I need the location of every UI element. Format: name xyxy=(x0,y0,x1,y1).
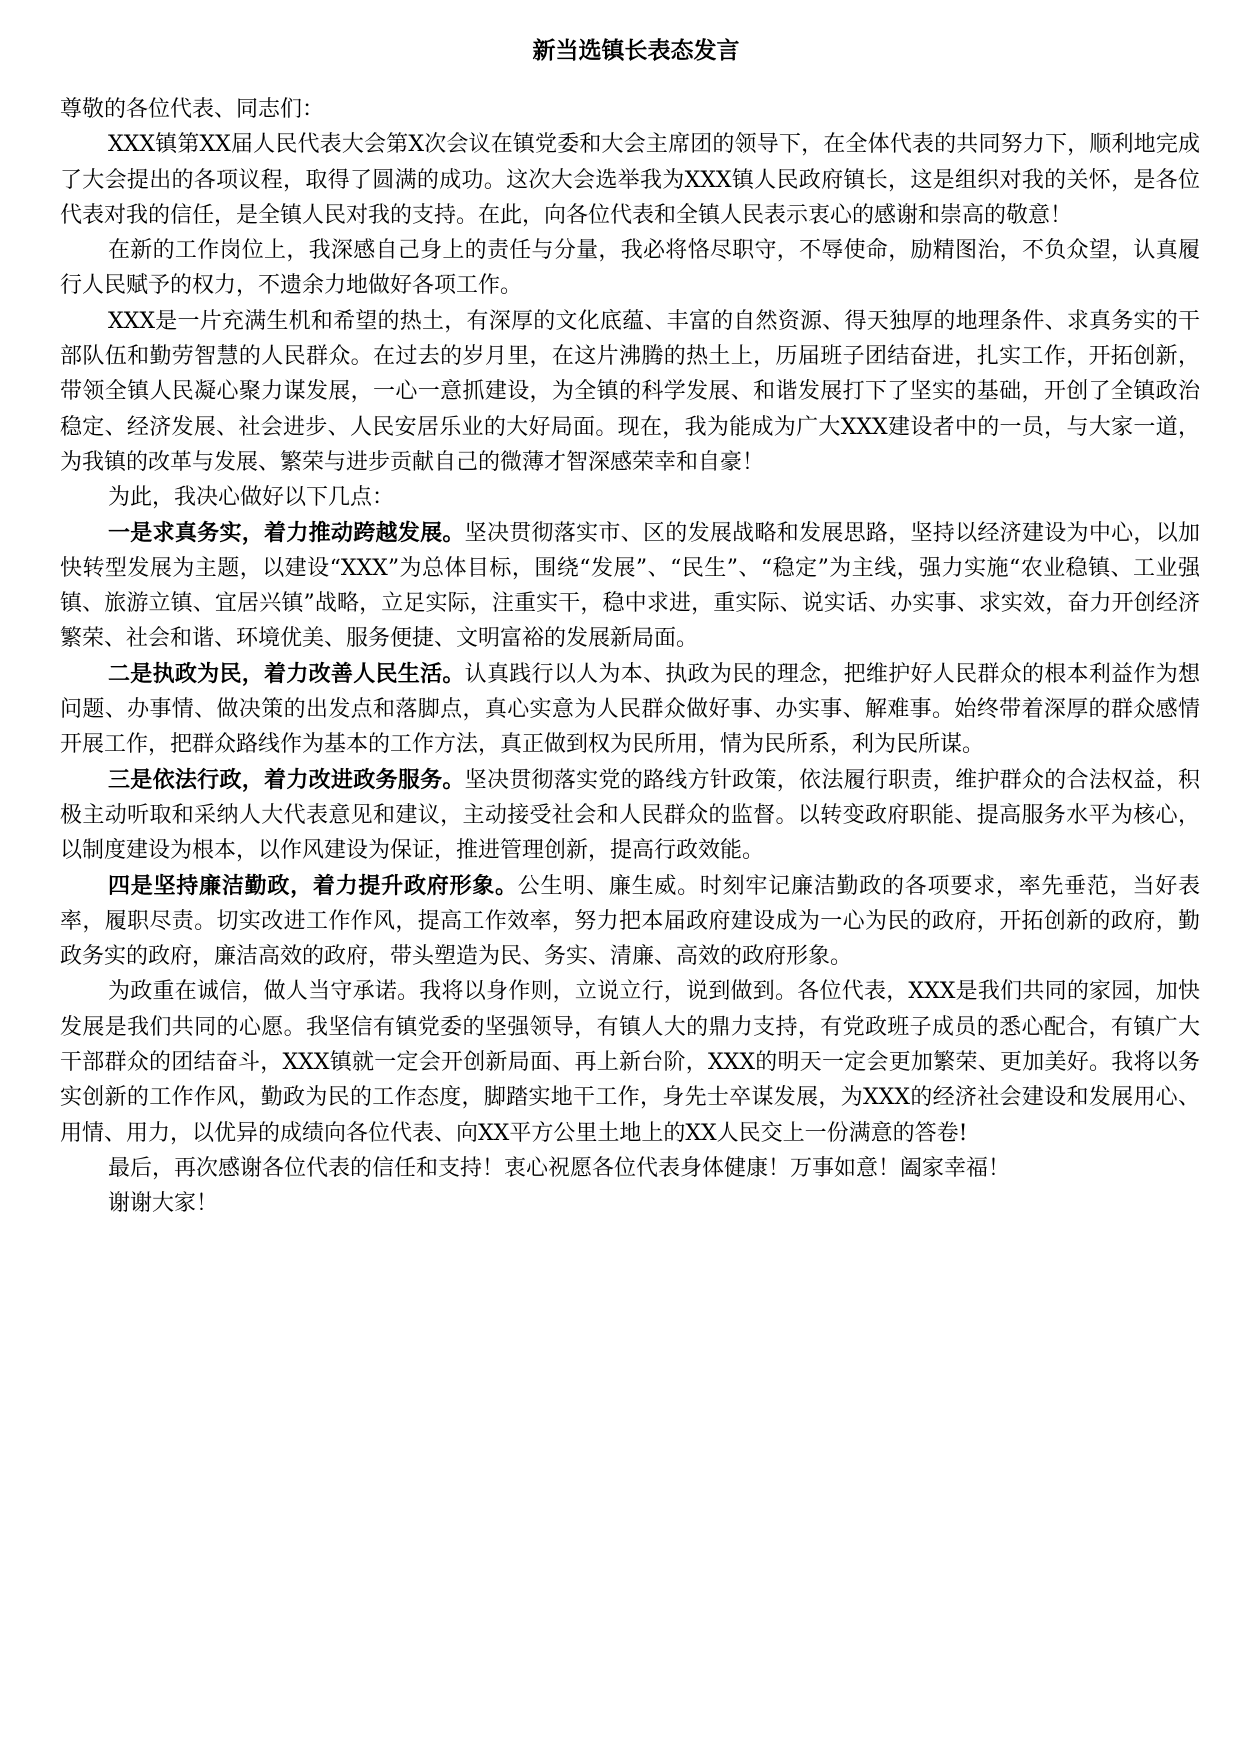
paragraph-lead: 四是坚持廉洁勤政，着力提升政府形象。 xyxy=(108,872,518,899)
document-title: 新当选镇长表态发言 xyxy=(532,37,740,64)
paragraph-text: 谢谢大家！ xyxy=(108,1191,219,1217)
paragraph-2 xyxy=(60,233,1200,304)
salutation: 尊敬的各位代表、同志们： xyxy=(60,97,325,122)
paragraph-10 xyxy=(60,1151,1200,1186)
paragraph-1 xyxy=(60,127,1200,233)
paragraph-lead: 二是执政为民，着力改善人民生活。 xyxy=(108,660,465,687)
paragraph-7 xyxy=(60,763,1200,869)
paragraph-text: XXX镇第XX届人民代表大会第X次会议在镇党委和大会主席团的领导下，在全体代表的共同努力下，顺利地完成了大会提出的各项议程，取得了圆满的成功。这次大会选举我为XXX镇人民政府镇长，这是组织对我的关怀，是各位代表对我的信任，是全镇人民对我的支持。在此，向各位代表和全镇人民表示衷心的感谢和崇高的敬意！ xyxy=(60,132,1200,228)
paragraph-11 xyxy=(60,1186,1200,1221)
document-page xyxy=(60,36,1200,1222)
paragraph-text: 坚决贯彻落实市、区的发展战略和发展思路，坚持以经济建设为中心，以加快转型发展为主题，以建设“XXX”为总体目标，围绕“发展”、“民生”、“稳定”为主线，强力实施“农业稳镇、工业强镇、旅游立镇、宜居兴镇”战略，立足实际，注重实干，稳中求进，重实际、说实话、办实事、求实效，奋力开创经济繁荣、社会和谐、环境优美、服务便捷、文明富裕的发展新局面。 xyxy=(60,520,1200,652)
paragraph-lead: 一是求真务实，着力推动跨越发展。 xyxy=(108,519,465,546)
paragraph-text: 为此，我决心做好以下几点： xyxy=(108,485,395,511)
paragraph-9 xyxy=(60,974,1200,1150)
paragraph-text: 在新的工作岗位上，我深感自己身上的责任与分量，我必将恪尽职守，不辱使命，励精图治，不负众望，认真履行人民赋予的权力，不遗余力地做好各项工作。 xyxy=(60,238,1200,299)
paragraph-text: XXX是一片充满生机和希望的热土，有深厚的文化底蕴、丰富的自然资源、得天独厚的地理条件、求真务实的干部队伍和勤劳智慧的人民群众。在过去的岁月里，在这片沸腾的热土上，历届班子团结奋进，扎实工作，开拓创新，带领全镇人民凝心聚力谋发展，一心一意抓建设，为全镇的科学发展、和谐发展打下了坚实的基础，开创了全镇政治稳定、经济发展、社会进步、人民安居乐业的大好局面。现在，我为能成为广大XXX建设者中的一员，与大家一道，为我镇的改革与发展、繁荣与进步贡献自己的微薄才智深感荣幸和自豪！ xyxy=(60,308,1200,475)
paragraph-text: 公生明、廉生威。时刻牢记廉洁勤政的各项要求，率先垂范，当好表率，履职尽责。切实改进工作作风，提高工作效率，努力把本届政府建设成为一心为民的政府，开拓创新的政府，勤政务实的政府，廉洁高效的政府，带头塑造为民、务实、清廉、高效的政府形象。 xyxy=(60,873,1200,970)
paragraph-text: 坚决贯彻落实党的路线方针政策，依法履行职责，维护群众的合法权益，积极主动听取和采纳人大代表意见和建议，主动接受社会和人民群众的监督。以转变政府职能、提高服务水平为核心，以制度建设为根本，以作风建设为保证，推进管理创新，提高行政效能。 xyxy=(60,767,1200,864)
paragraph-6 xyxy=(60,657,1200,763)
paragraph-4 xyxy=(60,480,1200,515)
paragraph-text: 最后，再次感谢各位代表的信任和支持！衷心祝愿各位代表身体健康！万事如意！阖家幸福！ xyxy=(108,1155,1011,1181)
paragraph-3 xyxy=(60,304,1200,480)
paragraph-lead: 三是依法行政，着力改进政务服务。 xyxy=(108,766,465,793)
paragraph-text: 认真践行以人为本、执政为民的理念，把维护好人民群众的根本利益作为想问题、办事情、做决策的出发点和落脚点，真心实意为人民群众做好事、办实事、解难事。始终带着深厚的群众感情开展工作，把群众路线作为基本的工作方法，真正做到权为民所用，情为民所系，利为民所谋。 xyxy=(60,661,1200,758)
paragraph-8 xyxy=(60,869,1200,975)
paragraph-text: 为政重在诚信，做人当守承诺。我将以身作则，立说立行，说到做到。各位代表，XXX是我们共同的家园，加快发展是我们共同的心愿。我坚信有镇党委的坚强领导，有镇人大的鼎力支持，有党政班子成员的悉心配合，有镇广大干部群众的团结奋斗，XXX镇就一定会开创新局面、再上新台阶，XXX的明天一定会更加繁荣、更加美好。我将以务实创新的工作作风，勤政为民的工作态度，脚踏实地干工作，身先士卒谋发展，为XXX的经济社会建设和发展用心、用情、用力，以优异的成绩向各位代表、向XX平方公里土地上的XX人民交上一份满意的答卷! xyxy=(60,979,1200,1146)
paragraph-5 xyxy=(60,516,1200,657)
